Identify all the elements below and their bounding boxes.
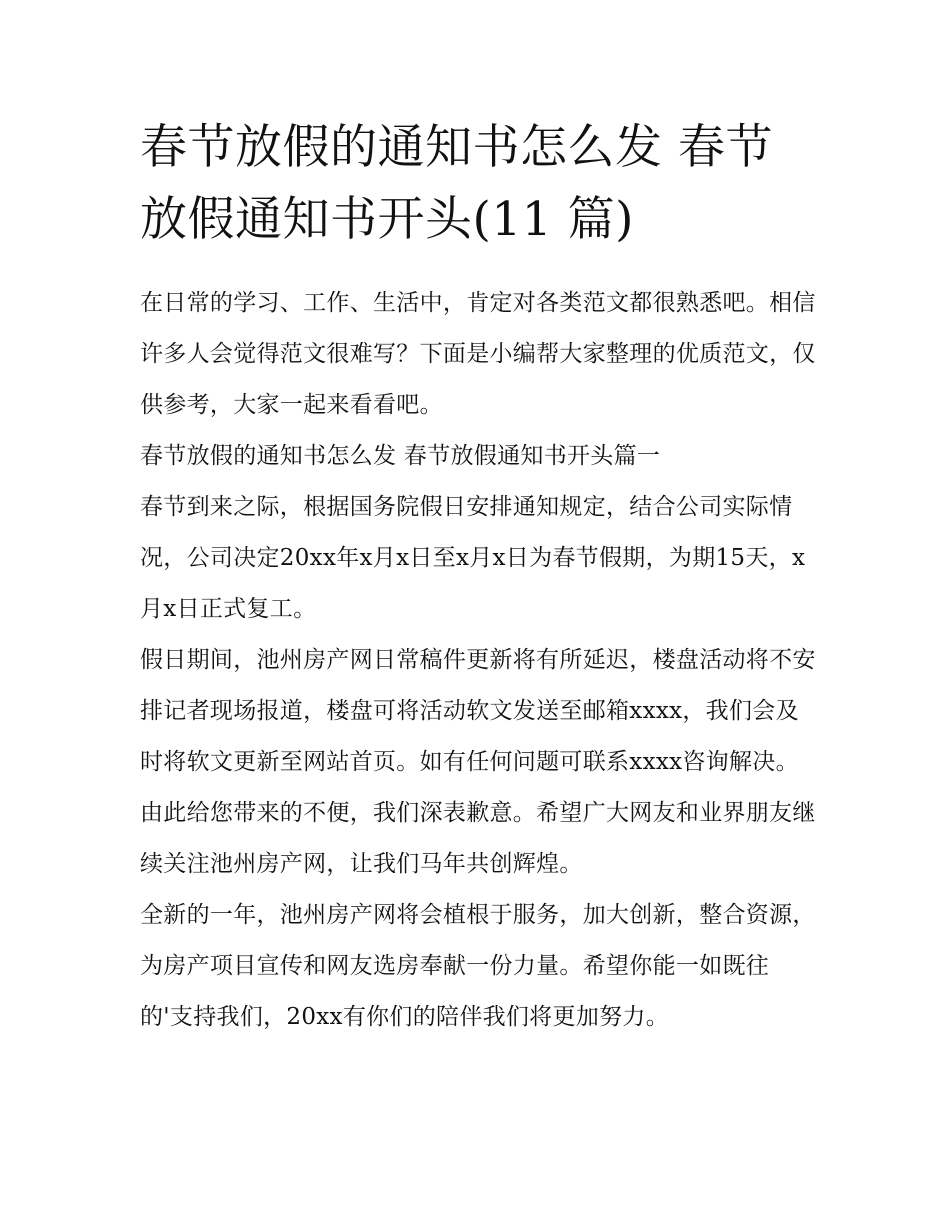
section-heading: 春节放假的通知书怎么发 春节放假通知书开头篇一	[140, 443, 661, 469]
body-paragraph: 假日期间，池州房产网日常稿件更新将有所延迟，楼盘活动将不安排记者现场报道，楼盘可将活动软文发送至邮箱xxxx，我们会及时将软文更新至网站首页。如有任何问题可联系xxxx咨询解决。由此给您带来的不便，我们深表歉意。希望广大网友和业界朋友继续关注池州房产网，让我们马年共创辉煌。	[140, 647, 816, 877]
document-title: 春节放假的通知书怎么发 春节放假通知书开头(11 篇)	[140, 120, 773, 247]
document-body	[140, 112, 820, 1043]
body-paragraph: 春节到来之际，根据国务院假日安排通知规定，结合公司实际情况，公司决定20xx年x月x日至x月x日为春节假期，为期15天，x月x日正式复工。	[140, 494, 806, 622]
body-paragraph: 全新的一年，池州房产网将会植根于服务，加大创新，整合资源，为房产项目宣传和网友选房奉献一份力量。希望你能一如既往的'支持我们，20xx有你们的陪伴我们将更加努力。	[140, 902, 816, 1030]
intro-paragraph: 在日常的学习、工作、生活中，肯定对各类范文都很熟悉吧。相信许多人会觉得范文很难写？下面是小编帮大家整理的优质范文，仅供参考，大家一起来看看吧。	[140, 290, 816, 418]
